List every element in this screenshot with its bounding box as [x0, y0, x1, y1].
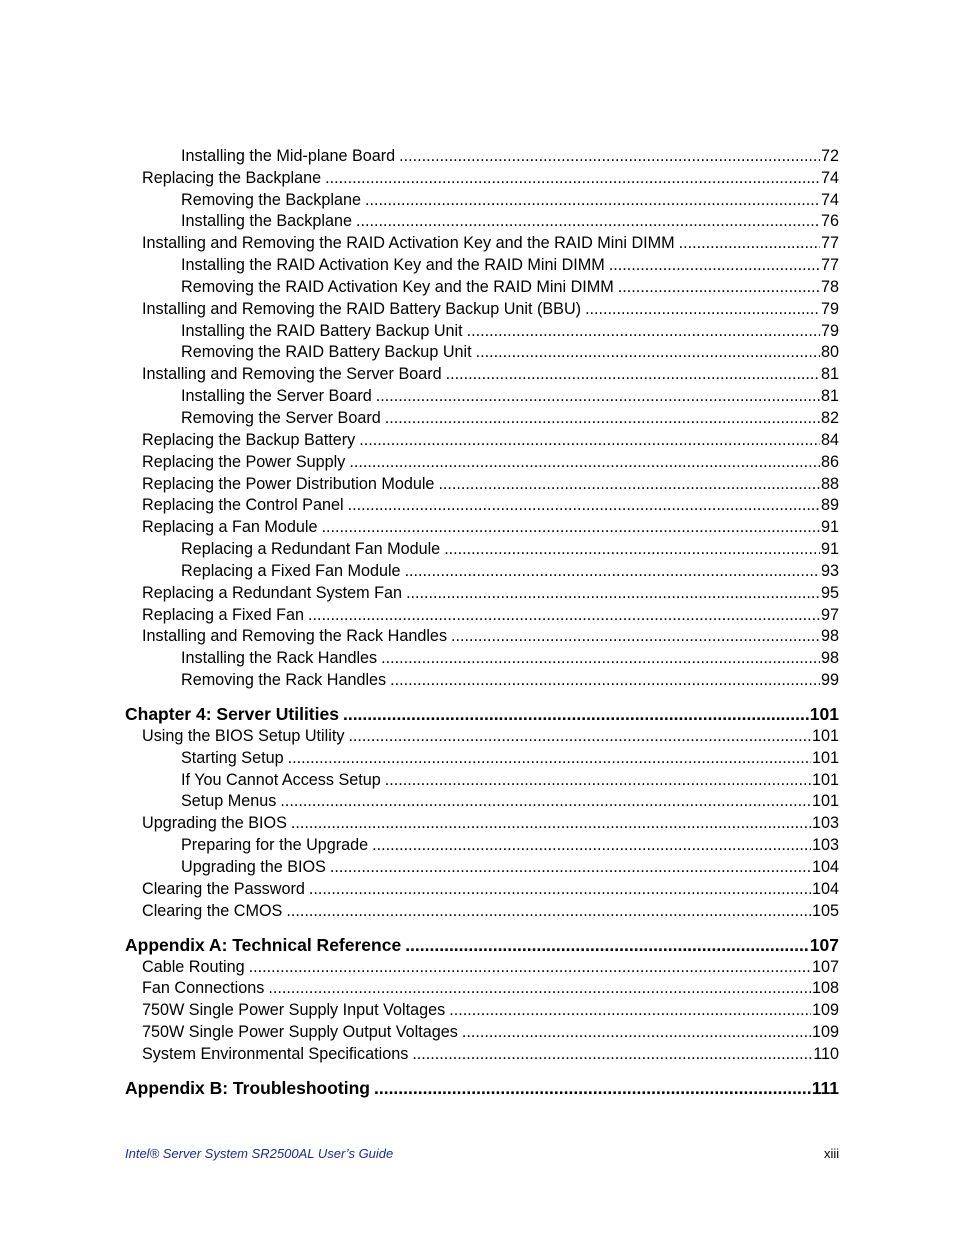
toc-entry-title: Chapter 4: Server Utilities [125, 704, 339, 725]
toc-entry[interactable] [142, 811, 839, 833]
toc-entry-page: 101 [811, 770, 839, 789]
toc-entry-title: Starting Setup [181, 748, 284, 767]
toc-entry-title: Removing the Server Board [181, 408, 381, 427]
toc-entry-title: Replacing the Control Panel [142, 496, 344, 515]
toc-entry[interactable] [142, 494, 839, 516]
toc-entry-page: 84 [820, 430, 839, 449]
toc-entry-title: Fan Connections [142, 979, 265, 998]
toc-entry-page: 111 [811, 1077, 839, 1098]
toc-entry-page: 79 [820, 321, 839, 340]
toc-entry-title: Using the BIOS Setup Utility [142, 726, 345, 745]
toc-entry-page: 104 [811, 858, 839, 876]
dot-leader [359, 431, 820, 450]
dot-leader [309, 880, 811, 899]
dot-leader [385, 771, 811, 790]
dot-leader [286, 902, 811, 921]
toc-entry[interactable] [142, 362, 839, 384]
toc-chapter-entry[interactable] [125, 701, 839, 724]
toc-entry-title: Installing the Rack Handles [181, 649, 378, 668]
toc-entry-title: Installing the Backplane [181, 212, 352, 231]
toc-entry[interactable] [142, 899, 839, 921]
toc-entry[interactable] [181, 833, 839, 855]
toc-entry[interactable] [142, 877, 839, 899]
toc-entry[interactable] [142, 1020, 839, 1042]
toc-entry-title: Installing the Mid-plane Board [181, 146, 396, 165]
toc-entry-page: 86 [820, 452, 839, 471]
toc-entry-page: 101 [811, 748, 839, 767]
toc-entry-page: 82 [820, 408, 839, 427]
toc-entry[interactable] [142, 231, 839, 253]
toc-entry[interactable] [142, 297, 839, 319]
toc-chapter-entry[interactable] [125, 932, 839, 955]
toc-entry[interactable] [181, 559, 839, 581]
dot-leader [438, 475, 820, 494]
toc-entry[interactable] [142, 625, 839, 647]
dot-leader [374, 1079, 811, 1098]
dot-leader [348, 727, 811, 746]
toc-entry-page: 79 [820, 299, 839, 318]
toc-entry-title: System Environmental Specifications [142, 1044, 409, 1063]
toc-entry-title: Appendix B: Troubleshooting [125, 1077, 370, 1098]
dot-leader [412, 1045, 812, 1064]
toc-entry-title: Installing the Server Board [181, 387, 372, 406]
toc-entry-page: 95 [820, 583, 839, 602]
toc-entry-title: Upgrading the BIOS [181, 858, 326, 876]
dot-leader [348, 496, 820, 515]
toc-entry-title: Setup Menus [181, 792, 277, 811]
toc-entry-title: Preparing for the Upgrade [181, 836, 369, 855]
toc-entry[interactable] [181, 768, 839, 790]
toc-chapter-entry[interactable] [125, 1075, 839, 1098]
toc-entry[interactable] [181, 319, 839, 341]
toc-entry-page: 74 [820, 168, 839, 187]
toc-entry-title: Clearing the Password [142, 879, 305, 898]
dot-leader [406, 584, 820, 603]
dot-leader [618, 278, 820, 297]
dot-leader [679, 234, 820, 253]
toc-entry-title: Replacing a Redundant Fan Module [181, 540, 441, 559]
toc-entry-page: 77 [820, 256, 839, 275]
toc-entry[interactable] [181, 668, 839, 690]
toc-entry-title: Installing and Removing the Rack Handles [142, 627, 448, 646]
toc-entry[interactable] [181, 790, 839, 812]
dot-leader [405, 562, 820, 581]
toc-entry-title: Installing the RAID Battery Backup Unit [181, 321, 463, 340]
toc-entry-page: 110 [813, 1044, 839, 1063]
toc-entry-page: 91 [820, 518, 839, 537]
dot-leader [372, 836, 811, 855]
dot-leader [343, 705, 809, 724]
dot-leader [381, 649, 820, 668]
dot-leader [449, 1001, 811, 1020]
toc-entry[interactable] [142, 166, 839, 188]
toc-entry-title: Clearing the CMOS [142, 901, 283, 920]
toc-entry-page: 108 [811, 979, 839, 998]
dot-leader [308, 606, 820, 625]
footer-document-title: Intel® Server System SR2500AL User’s Guide [125, 1146, 394, 1161]
toc-entry[interactable] [142, 724, 839, 746]
dot-leader [444, 540, 820, 559]
dot-leader [405, 936, 809, 955]
dot-leader [268, 979, 811, 998]
toc-entry-title: Replacing the Power Supply [142, 452, 346, 471]
toc-entry[interactable] [181, 646, 839, 668]
toc-entry[interactable] [142, 515, 839, 537]
toc-entry-title: Upgrading the BIOS [142, 814, 287, 833]
toc-entry-title: If You Cannot Access Setup [181, 770, 381, 789]
toc-entry-title: Replacing the Backup Battery [142, 430, 356, 449]
toc-entry-page: 101 [809, 704, 839, 725]
toc-entry[interactable] [181, 384, 839, 406]
toc-entry-title: Removing the RAID Battery Backup Unit [181, 343, 472, 362]
toc-entry-page: 105 [811, 901, 839, 920]
dot-leader [291, 814, 811, 833]
dot-leader [609, 256, 820, 275]
dot-leader [280, 792, 811, 811]
toc-entry[interactable] [142, 450, 839, 472]
toc-entry-title: Replacing the Backplane [142, 168, 322, 187]
dot-leader [446, 365, 820, 384]
toc-entry-title: 750W Single Power Supply Output Voltages [142, 1023, 458, 1042]
dot-leader [585, 300, 820, 319]
toc-entry[interactable] [181, 537, 839, 559]
toc-entry[interactable] [142, 428, 839, 450]
toc-entry-page: 80 [820, 343, 839, 362]
toc-entry-page: 77 [820, 234, 839, 253]
toc-entry-page: 93 [820, 561, 839, 580]
toc-entry[interactable] [142, 603, 839, 625]
toc-entry-page: 103 [811, 814, 839, 833]
toc-entry-page: 107 [809, 934, 839, 955]
dot-leader [356, 212, 820, 231]
toc-entry-page: 109 [811, 1023, 839, 1042]
toc-entry[interactable] [142, 472, 839, 494]
toc-entry[interactable] [181, 746, 839, 768]
dot-leader [385, 409, 820, 428]
toc-entry[interactable] [181, 855, 839, 877]
toc-entry-title: Appendix A: Technical Reference [125, 934, 402, 955]
toc-entry-title: Replacing a Fixed Fan Module [181, 561, 401, 580]
toc-entry[interactable] [181, 253, 839, 275]
toc-entry[interactable] [181, 188, 839, 210]
toc-entry-title: Cable Routing [142, 957, 245, 976]
table-of-contents [0, 144, 954, 1098]
toc-entry-page: 109 [811, 1001, 839, 1020]
footer-page-number: xiii [824, 1146, 840, 1161]
toc-entry-page: 101 [811, 726, 839, 745]
toc-entry-page: 98 [820, 627, 839, 646]
toc-entry-page: 103 [811, 836, 839, 855]
dot-leader [365, 191, 820, 210]
dot-leader [321, 518, 820, 537]
toc-entry-page: 72 [820, 146, 839, 165]
toc-entry-page: 97 [820, 605, 839, 624]
toc-entry[interactable] [181, 406, 839, 428]
toc-entry[interactable] [181, 275, 839, 297]
dot-leader [462, 1023, 811, 1042]
dot-leader [390, 671, 820, 690]
toc-entry-title: Replacing a Fixed Fan [142, 605, 304, 624]
toc-entry-page: 104 [811, 879, 839, 898]
dot-leader [325, 169, 820, 188]
toc-entry-page: 74 [820, 190, 839, 209]
toc-entry-title: Replacing a Fan Module [142, 518, 318, 537]
toc-entry-title: Installing and Removing the Server Board [142, 365, 442, 384]
toc-entry-page: 101 [811, 792, 839, 811]
toc-entry-page: 89 [820, 496, 839, 515]
toc-entry-page: 88 [820, 474, 839, 493]
dot-leader [399, 147, 820, 166]
toc-entry-page: 81 [820, 387, 839, 406]
toc-entry[interactable] [142, 998, 839, 1020]
toc-entry-title: Installing and Removing the RAID Battery Backup Unit (BBU) [142, 299, 582, 318]
toc-entry-page: 98 [820, 649, 839, 668]
toc-entry[interactable] [142, 977, 839, 999]
toc-entry[interactable] [181, 341, 839, 363]
toc-entry-title: Removing the Backplane [181, 190, 361, 209]
toc-entry-page: 76 [820, 212, 839, 231]
toc-entry-title: Installing and Removing the RAID Activation Key and the RAID Mini DIMM [142, 234, 675, 253]
toc-entry-title: Installing the RAID Activation Key and the RAID Mini DIMM [181, 256, 605, 275]
toc-entry-page: 91 [820, 540, 839, 559]
toc-entry[interactable] [142, 581, 839, 603]
toc-entry-title: Replacing the Power Distribution Module [142, 474, 435, 493]
toc-entry-title: Replacing a Redundant System Fan [142, 583, 403, 602]
toc-entry-page: 78 [820, 277, 839, 296]
toc-entry[interactable] [142, 955, 839, 977]
toc-entry-page: 107 [811, 957, 839, 976]
toc-entry[interactable] [181, 210, 839, 232]
toc-entry-title: 750W Single Power Supply Input Voltages [142, 1001, 446, 1020]
dot-leader [249, 958, 811, 977]
dot-leader [330, 858, 811, 877]
dot-leader [467, 322, 820, 341]
toc-entry-page: 99 [820, 671, 839, 690]
toc-entry[interactable] [142, 1042, 839, 1064]
dot-leader [288, 749, 811, 768]
dot-leader [376, 387, 820, 406]
toc-entry-page: 81 [820, 365, 839, 384]
dot-leader [349, 453, 820, 472]
toc-entry-title: Removing the RAID Activation Key and the RAID Mini DIMM [181, 277, 614, 296]
toc-entry-title: Removing the Rack Handles [181, 671, 387, 690]
toc-entry[interactable] [181, 144, 839, 166]
dot-leader [451, 627, 820, 646]
dot-leader [476, 343, 820, 362]
